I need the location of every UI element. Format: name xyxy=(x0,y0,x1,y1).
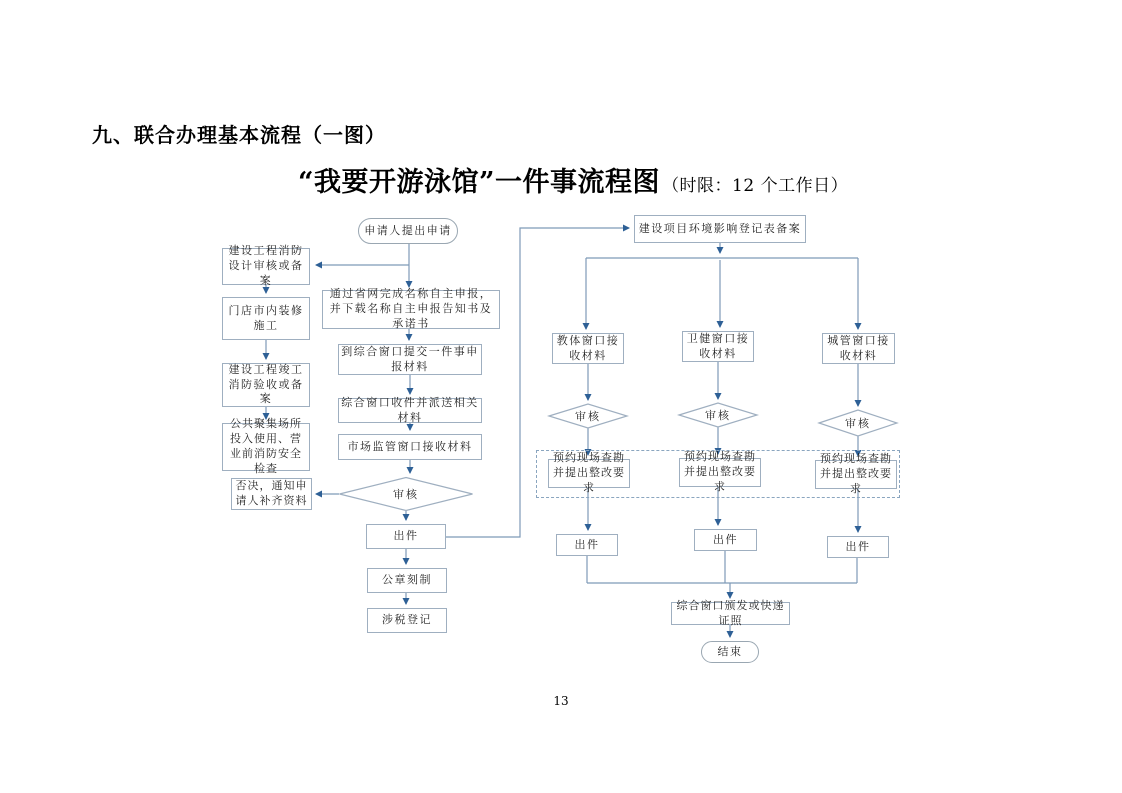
flow-node-review-jiaoti: 审核 xyxy=(575,410,601,423)
flow-node-shop-decoration: 门店市内装修施工 xyxy=(222,297,310,340)
flowchart-title-note: （时限：12 个工作日） xyxy=(662,176,849,196)
flow-node-issue-item-jiaoti: 出件 xyxy=(556,534,618,556)
flow-node-site-survey-weijian: 预约现场查勘并提出整改要求 xyxy=(679,458,761,487)
flow-node-dispatch-materials: 综合窗口收件并派送相关材料 xyxy=(338,398,482,423)
flow-node-review-main: 审核 xyxy=(393,488,419,501)
section-heading: 九、联合办理基本流程（一图） xyxy=(92,125,386,147)
flow-node-fire-acceptance: 建设工程竣工消防验收或备案 xyxy=(222,363,310,407)
flow-node-tax-registration: 涉税登记 xyxy=(367,608,447,633)
flow-node-market-window: 市场监管窗口接收材料 xyxy=(338,434,482,460)
flow-node-site-survey-chengguan: 预约现场查勘并提出整改要求 xyxy=(815,460,897,489)
flow-node-fire-safety-check: 公共聚集场所投入使用、营业前消防安全检查 xyxy=(222,423,310,471)
flow-node-issue-item-chengguan: 出件 xyxy=(827,536,889,558)
flow-node-submit-materials: 到综合窗口提交一件事申报材料 xyxy=(338,344,482,375)
flow-node-window-chengguan: 城管窗口接收材料 xyxy=(822,333,895,364)
flow-node-fire-design: 建设工程消防设计审核或备案 xyxy=(222,248,310,285)
flow-node-window-jiaoti: 教体窗口接收材料 xyxy=(552,333,624,364)
flow-node-reject-notice: 否决，通知申请人补齐资料 xyxy=(231,478,312,510)
flow-node-name-declaration: 通过省网完成名称自主申报，并下载名称自主申报告知书及承诺书 xyxy=(322,290,500,329)
flow-node-start: 申请人提出申请 xyxy=(358,218,458,244)
flow-node-end: 结束 xyxy=(701,641,759,663)
flow-node-site-survey-jiaoti: 预约现场查勘并提出整改要求 xyxy=(548,459,630,488)
flow-node-seal-making: 公章刻制 xyxy=(367,568,447,593)
flow-node-review-weijian: 审核 xyxy=(705,409,731,422)
flowchart-title-main: “我要开游泳馆”一件事流程图 xyxy=(298,167,661,198)
flow-node-window-weijian: 卫健窗口接收材料 xyxy=(682,331,754,362)
flow-node-env-registration: 建设项目环境影响登记表备案 xyxy=(634,215,806,243)
page-number: 13 xyxy=(553,694,569,708)
flow-node-issue-item-weijian: 出件 xyxy=(694,529,757,551)
flow-node-issue-item-main: 出件 xyxy=(366,524,446,549)
flow-node-license-issue: 综合窗口颁发或快递证照 xyxy=(671,602,790,625)
flow-node-review-chengguan: 审核 xyxy=(845,417,871,430)
